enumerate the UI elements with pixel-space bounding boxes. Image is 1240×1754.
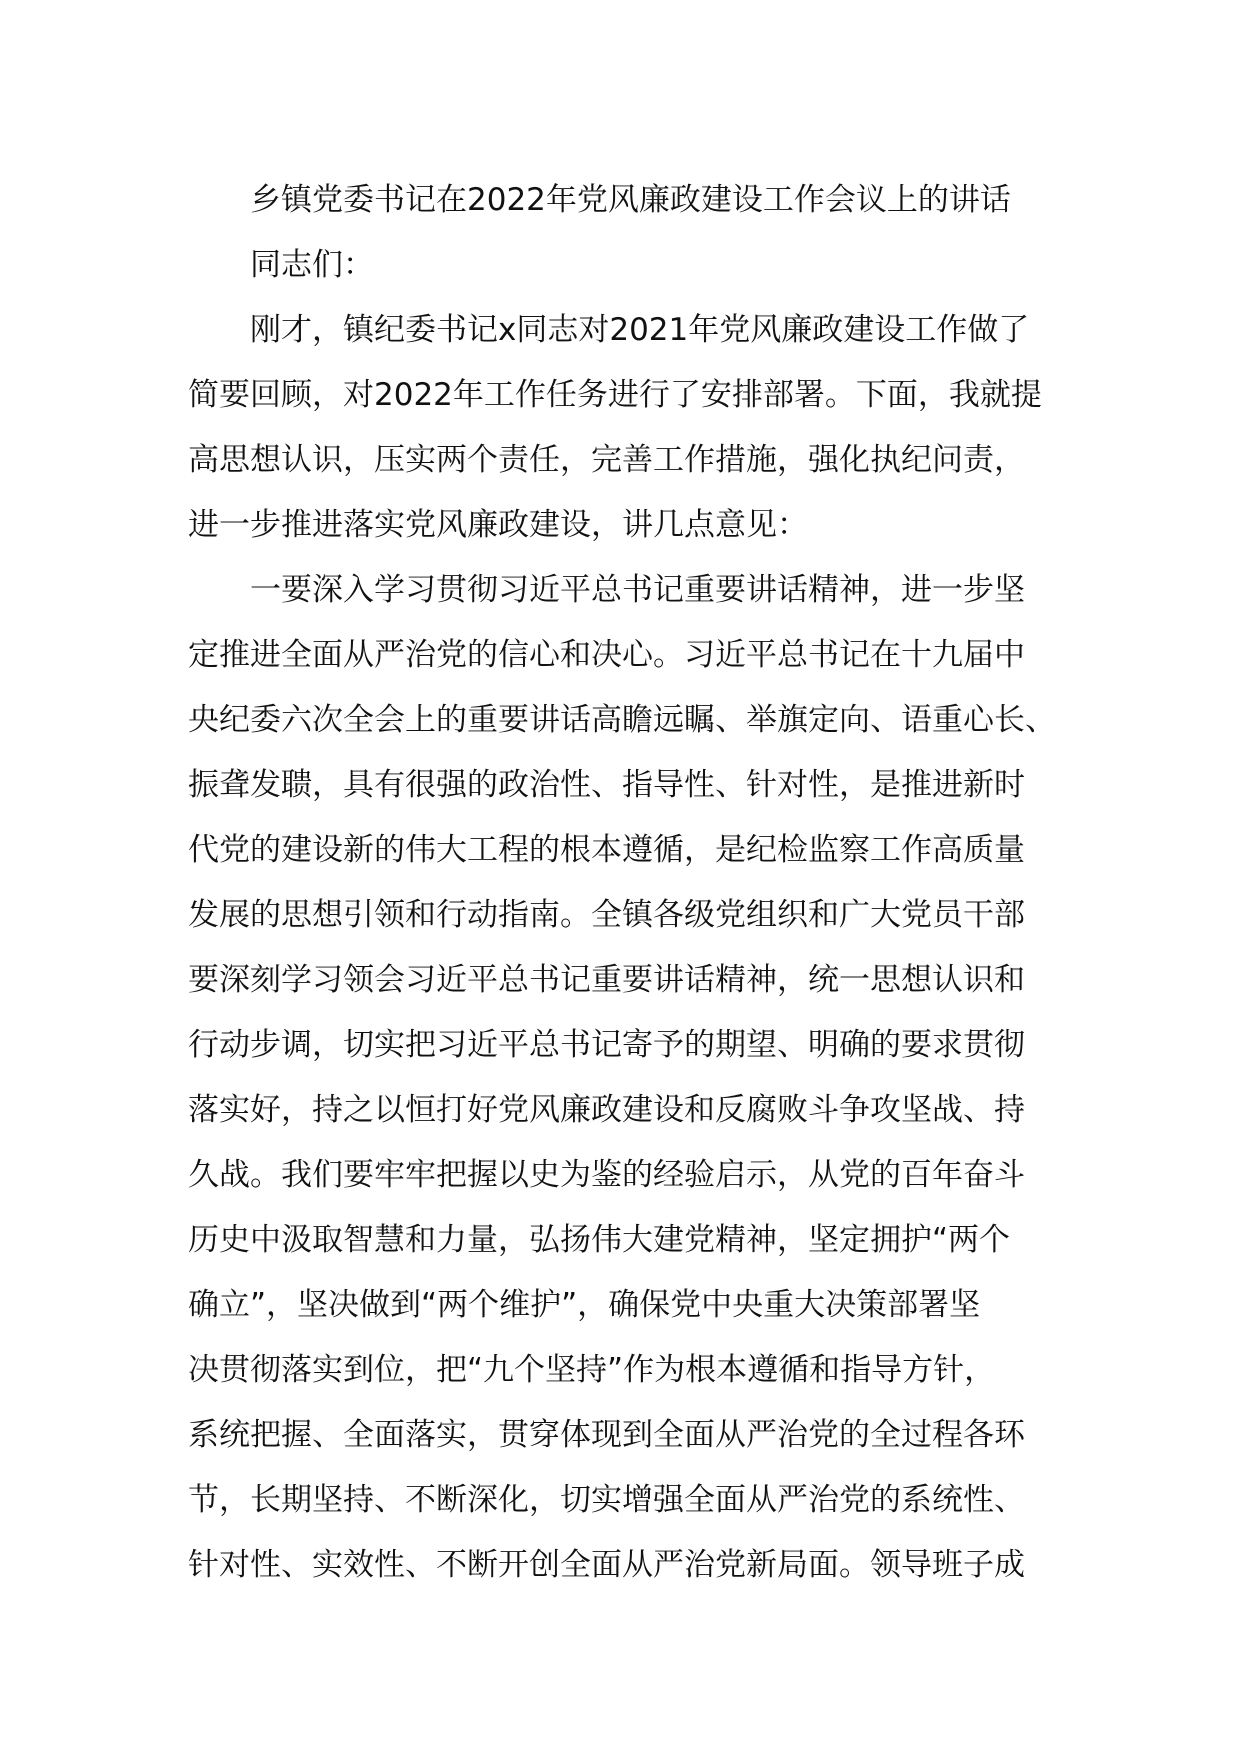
paragraph-line: 要深刻学习领会习近平总书记重要讲话精神，统一思想认识和: [188, 962, 1025, 998]
paragraph-line: 历史中汲取智慧和力量，弘扬伟大建党精神，坚定拥护“两个: [188, 1222, 1011, 1258]
salutation: 同志们：: [250, 247, 374, 283]
paragraph-line: 代党的建设新的伟大工程的根本遵循，是纪检监察工作高质量: [188, 832, 1025, 868]
paragraph-line: 行动步调，切实把习近平总书记寄予的期望、明确的要求贯彻: [188, 1027, 1025, 1063]
document-body: [188, 168, 1068, 1598]
paragraph-line: 进一步推进落实党风廉政建设，讲几点意见：: [188, 507, 808, 543]
paragraph-line: 简要回顾，对2022年工作任务进行了安排部署。下面，我就提: [188, 377, 1042, 413]
paragraph-line: 发展的思想引领和行动指南。全镇各级党组织和广大党员干部: [188, 897, 1025, 933]
paragraph-line: 决贯彻落实到位，把“九个坚持”作为根本遵循和指导方针，: [188, 1352, 996, 1388]
paragraph-line: 定推进全面从严治党的信心和决心。习近平总书记在十九届中: [188, 637, 1025, 673]
paragraph-line: 节，长期坚持、不断深化，切实增强全面从严治党的系统性、: [188, 1482, 1025, 1518]
paragraph-line: 高思想认识，压实两个责任，完善工作措施，强化执纪问责，: [188, 442, 1025, 478]
paragraph-line: 振聋发聩，具有很强的政治性、指导性、针对性，是推进新时: [188, 767, 1025, 803]
paragraph-line: 央纪委六次全会上的重要讲话高瞻远瞩、举旗定向、语重心长、: [188, 702, 1056, 738]
paragraph-line: 系统把握、全面落实，贯穿体现到全面从严治党的全过程各环: [188, 1417, 1025, 1453]
paragraph-line: 一要深入学习贯彻习近平总书记重要讲话精神，进一步坚: [250, 572, 1025, 608]
document-title: 乡镇党委书记在2022年党风廉政建设工作会议上的讲话: [250, 182, 1011, 218]
paragraph-line: 刚才，镇纪委书记x同志对2021年党风廉政建设工作做了: [250, 312, 1030, 348]
paragraph-line: 确立”，坚决做到“两个维护”，确保党中央重大决策部署坚: [188, 1287, 981, 1323]
paragraph-line: 针对性、实效性、不断开创全面从严治党新局面。领导班子成: [188, 1547, 1025, 1583]
paragraph-line: 落实好，持之以恒打好党风廉政建设和反腐败斗争攻坚战、持: [188, 1092, 1025, 1128]
paragraph-line: 久战。我们要牢牢把握以史为鉴的经验启示，从党的百年奋斗: [188, 1157, 1025, 1193]
